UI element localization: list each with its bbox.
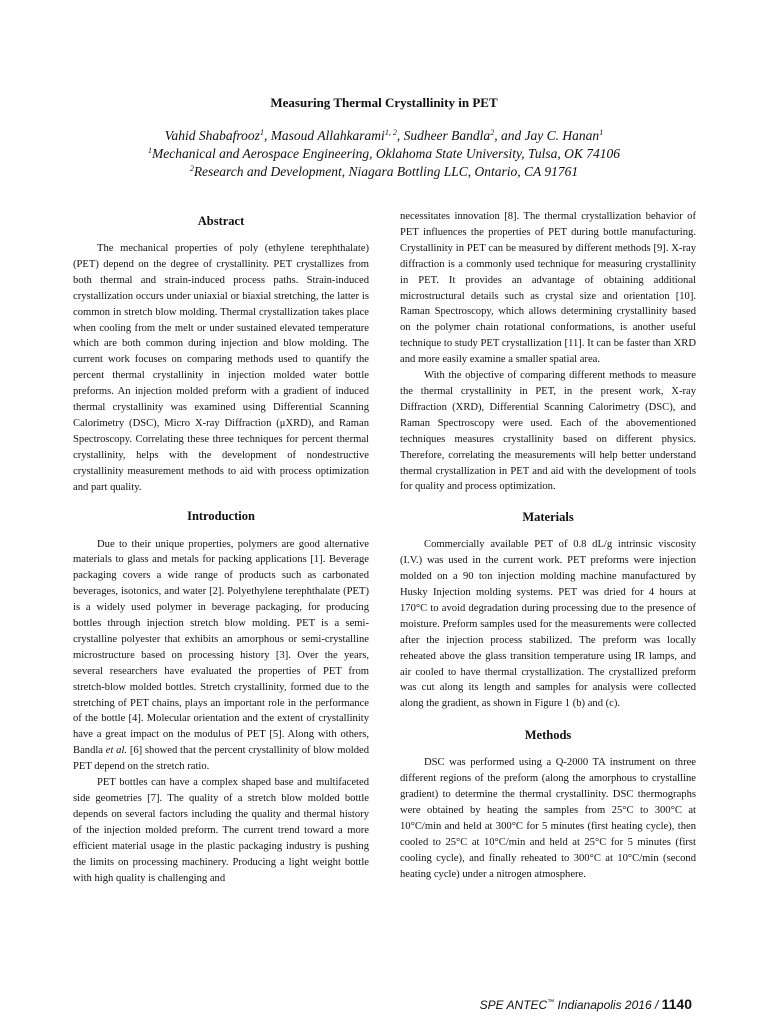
methods-paragraph: DSC was performed using a Q-2000 TA instrument on three different regions of the preform (along the amorphous to crystalline gradient) to determine the thermal crystallinity. DSC thermographs were obtained by heating the samples from 25°C to 300°C at 10°C/min and held at 300°C for 5 minutes (first heating cycle), then cooled to 25°C at 10°C/min and held at 25°C for 5 minutes (first cooling cycle), and finally reheated to 300°C at 10°C/min (second heating cycle) under a nitrogen atmosphere.: [400, 757, 696, 880]
affiliation-text: Research and Development, Niagara Bottling LLC, Ontario, CA 91761: [193, 164, 579, 179]
affiliation-marker: 1: [148, 146, 153, 155]
author-name: Vahid Shabafrooz: [164, 128, 260, 143]
abstract-paragraph: The mechanical properties of poly (ethylene terephthalate) (PET) depend on the degree of crystallinity. PET crystallizes from both thermal and strain-induced process paths. Strain-induced crystallization occurs under uniaxial or biaxial stretching, the latter is common in stretch blow molding. Thermal crystallization takes place when cooling from the melt or under sustained elevated temperature which are both common during injection and blow molding. The current work focuses on comparing methods used to quantify the percent thermal crystallinity in injection molded water bottle preforms. An injection molded preform with a gradient of induced thermal crystallinity was examined using Differential Scanning Calorimetry (DSC), Micro X-ray Diffraction (μXRD), and Raman Spectroscopy. Correlating these three techniques for percent thermal crystallinity, helps with the development of nondestructive crystallinity measurement methods to aid with process optimization and part quality.: [73, 243, 369, 493]
materials-heading: Materials: [522, 510, 574, 525]
introduction-paragraph-3: With the objective of comparing different methods to measure the thermal crystallinity in PET, in the present work, X-ray Diffraction (XRD), Differential Scanning Calorimetry (DSC), and Raman Spectroscopy were used. Each of the abovementioned techniques measures crystallinity based on different physics. Therefore, correlating the measurements will help better understand thermal crystallization in PET and aid with the development of tools for quality and process optimization.: [400, 370, 696, 493]
left-column: [73, 212, 369, 886]
affiliation-marker: 2: [189, 164, 194, 173]
trademark-symbol: ™: [547, 999, 555, 1006]
author-block: [0, 127, 768, 181]
abstract-heading: Abstract: [197, 214, 245, 228]
affiliation-text: Mechanical and Aerospace Engineering, Oklahoma State University, Tulsa, OK 74106: [152, 146, 620, 161]
affiliation-marker: 2: [490, 128, 495, 137]
introduction-paragraph-2-continued: necessitates innovation [8]. The thermal crystallization behavior of PET influences the properties of PET during bottle manufacturing. Crystallinity in PET can be measured by different methods [9]. X-ray diffraction is a commonly used technique for measuring crystallinity in PET. It provides an advantage of obtaining additional microstructural details such as crystal size and orientation [10]. Raman Spectroscopy, which allows determining crystallinity based on the polymer chain rotational conformations, is another useful technique to study PET crystallization [11]. It can be faster than XRD and more easily examine a smaller spatial area.: [400, 211, 696, 366]
introduction-paragraph-1: [73, 537, 369, 776]
page-footer: [480, 996, 692, 1012]
affiliation-marker: 1, 2: [384, 128, 397, 137]
methods-heading: Methods: [524, 728, 572, 743]
introduction-paragraph-2: PET bottles can have a complex shaped base and multifaceted side geometries [7]. The quality of a stretch blow molded bottle depends on several factors including the quality and thermal history of the injection molded preform. The current trend toward a more efficient material usage in the plastic packaging industry is pushing the limits on processing machinery. Producing a light weight bottle with high quality is challenging and: [73, 777, 369, 884]
author-name: , Sudheer Bandla: [396, 128, 491, 143]
page-number: 1140: [661, 996, 692, 1012]
paper-title: Measuring Thermal Crystallinity in PET: [270, 95, 498, 110]
author-name: , Masoud Allahkarami: [263, 128, 385, 143]
affiliation-2: [0, 163, 768, 181]
author-list: [0, 127, 768, 145]
affiliation-marker: 1: [599, 128, 604, 137]
conference-name: SPE ANTEC: [479, 998, 548, 1012]
materials-paragraph: Commercially available PET of 0.8 dL/g intrinsic viscosity (I.V.) was used in the current work. PET preforms were injection molded on a 90 ton injection molding machine manufactured by Husky Injection molding systems. PET was dried for 4 hours at 170°C to avoid degradation during processing due to the presence of moisture. Preform samples used for the measurements were collected after the injection process stabilized. The preform was locally reheated above the glass transition temperature using IR lamps, and air cooled to have thermal crystallization. The crystallized preform was cut along its length and samples for analysis were collected along the gradient, as shown in Figure 1 (b) and (c).: [400, 539, 696, 710]
introduction-heading: Introduction: [187, 508, 255, 523]
et-al-text: et al.: [105, 745, 128, 757]
conference-location: Indianapolis 2016 /: [554, 998, 662, 1012]
paragraph-text: [6] showed that the percent crystallinity of blow molded PET depend on the stretch ratio.: [73, 745, 369, 773]
affiliation-1: [0, 145, 768, 163]
paragraph-text: Due to their unique properties, polymers are good alternative materials to glass and metals for packing applications [1]. Beverage packaging covers a wide range of products such as carbonated beverages, isotonics, and water [2]. Polyethylene terephthalate (PET) is a widely used polymer in beverage packaging, for producing bottles through injection stretch blow molding. PET is a semi-crystalline polyester that exhibits an amorphous or semi-crystalline microstructure based on processing history [3]. Over the years, several researchers have evaluated the properties of PET from stretch-blow molded bottles. Stretch crystallinity, formed due to the stretching of PET chains, plays an important role in the performance of the bottle [4]. Molecular orientation and the extent of crystallinity have a great impact on the modulus of PET [5]. Along with others, Bandla: [73, 538, 369, 757]
affiliation-marker: 1: [259, 128, 264, 137]
author-name: , and Jay C. Hanan: [494, 128, 600, 143]
right-column: [400, 209, 696, 883]
